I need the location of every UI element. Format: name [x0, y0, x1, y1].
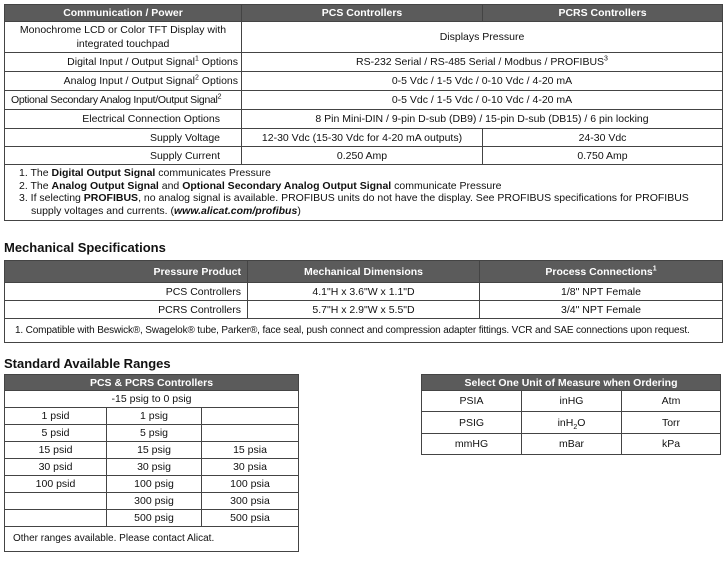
unit-mmhg: mmHG — [422, 434, 522, 455]
comm-footnotes — [5, 165, 723, 221]
analog-signal-label: Analog Input / Output Signal$^2$ Options — [5, 72, 242, 91]
range-cell: 100 psia — [202, 476, 299, 493]
mechanical-specs-table — [4, 260, 723, 343]
unit-inh2o: inH$_2$O — [522, 412, 622, 434]
supply-current-label: Supply Current — [5, 147, 242, 165]
range-cell: 5 psig — [107, 425, 202, 442]
range-cell: 500 psig — [107, 510, 202, 527]
supply-voltage-pcrs: 24-30 Vdc — [483, 129, 723, 147]
display-label: Monochrome LCD or Color TFT Display with integrated touchpad — [5, 22, 242, 53]
supply-current-pcrs: 0.750 Amp — [483, 147, 723, 165]
mechanical-specs-title: Mechanical Specifications — [4, 240, 166, 255]
supply-voltage-pcs: 12-30 Vdc (15-30 Vdc for 4-20 mA outputs) — [242, 129, 483, 147]
mech-row-pcs-connections: 1/8" NPT Female — [480, 283, 723, 301]
electrical-connection-value: 8 Pin Mini-DIN / 9-pin D-sub (DB9) / 15-pin D-sub (DB15) / 6 pin locking — [242, 110, 723, 129]
communication-power-table — [4, 4, 723, 221]
footnote-2: 2. The Analog Output Signal and Optional Secondary Analog Output Signal communicate Pressure — [19, 179, 502, 192]
range-cell — [202, 408, 299, 425]
range-cell: 100 psid — [5, 476, 107, 493]
unit-psig: PSIG — [422, 412, 522, 434]
ranges-table — [4, 374, 299, 552]
comm-header-pcrs: PCRS Controllers — [483, 5, 723, 22]
display-value: Displays Pressure — [242, 22, 723, 53]
range-cell: 300 psia — [202, 493, 299, 510]
ranges-note: Other ranges available. Please contact Alicat. — [5, 527, 299, 552]
range-cell: 30 psig — [107, 459, 202, 476]
footnote-3-cont: supply voltages and currents. (www.alicat.com/profibus) — [31, 204, 301, 217]
mech-row-pcrs-product: PCRS Controllers — [5, 301, 248, 319]
supply-voltage-label: Supply Voltage — [5, 129, 242, 147]
secondary-analog-label: Optional Secondary Analog Input/Output Signal$^2$ — [5, 91, 242, 110]
mech-row-pcs-dimensions: 4.1"H x 3.6"W x 1.1"D — [248, 283, 480, 301]
range-cell: 30 psia — [202, 459, 299, 476]
ranges-header: PCS & PCRS Controllers — [5, 375, 299, 391]
footnote-3: 3. If selecting PROFIBUS, no analog signal is available. PROFIBUS units do not have the display. See PROFIBUS specifications for PROFIBUS — [19, 192, 689, 204]
supply-current-pcs: 0.250 Amp — [242, 147, 483, 165]
range-cell: 15 psid — [5, 442, 107, 459]
range-cell: 1 psid — [5, 408, 107, 425]
unit-inhg: inHG — [522, 391, 622, 412]
unit-psia: PSIA — [422, 391, 522, 412]
range-cell: 300 psig — [107, 493, 202, 510]
secondary-analog-value: 0-5 Vdc / 1-5 Vdc / 0-10 Vdc / 4-20 mA — [242, 91, 723, 110]
footnote-1: 1. The Digital Output Signal communicates Pressure — [19, 167, 271, 179]
mech-row-pcrs-connections: 3/4" NPT Female — [480, 301, 723, 319]
units-table — [421, 374, 721, 455]
electrical-connection-label: Electrical Connection Options — [5, 110, 242, 129]
ranges-title: Standard Available Ranges — [4, 356, 171, 371]
mech-row-pcrs-dimensions: 5.7"H x 2.9"W x 5.5"D — [248, 301, 480, 319]
unit-atm: Atm — [622, 391, 721, 412]
units-header: Select One Unit of Measure when Ordering — [422, 375, 721, 391]
comm-header-pcs: PCS Controllers — [242, 5, 483, 22]
mech-header-product: Pressure Product — [5, 261, 248, 283]
digital-signal-label: Digital Input / Output Signal$^1$ Options — [5, 53, 242, 72]
mech-footnote: 1. Compatible with Beswick®, Swagelok® tube, Parker®, face seal, push connect and compression adapter fittings. VCR and SAE connections upon request. — [5, 319, 723, 343]
range-cell — [5, 493, 107, 510]
mech-row-pcs-product: PCS Controllers — [5, 283, 248, 301]
ranges-vacuum-range: -15 psig to 0 psig — [5, 391, 299, 408]
range-cell: 30 psid — [5, 459, 107, 476]
range-cell — [5, 510, 107, 527]
unit-kpa: kPa — [622, 434, 721, 455]
digital-signal-value: RS-232 Serial / RS-485 Serial / Modbus / PROFIBUS$^3$ — [242, 53, 723, 72]
range-cell — [202, 425, 299, 442]
analog-signal-value: 0-5 Vdc / 1-5 Vdc / 0-10 Vdc / 4-20 mA — [242, 72, 723, 91]
mech-header-connections: Process Connections$^1$ — [480, 261, 723, 283]
range-cell: 15 psig — [107, 442, 202, 459]
range-cell: 5 psid — [5, 425, 107, 442]
range-cell: 1 psig — [107, 408, 202, 425]
comm-header-label: Communication / Power — [5, 5, 242, 22]
unit-torr: Torr — [622, 412, 721, 434]
mech-header-dimensions: Mechanical Dimensions — [248, 261, 480, 283]
range-cell: 100 psig — [107, 476, 202, 493]
unit-mbar: mBar — [522, 434, 622, 455]
range-cell: 500 psia — [202, 510, 299, 527]
range-cell: 15 psia — [202, 442, 299, 459]
